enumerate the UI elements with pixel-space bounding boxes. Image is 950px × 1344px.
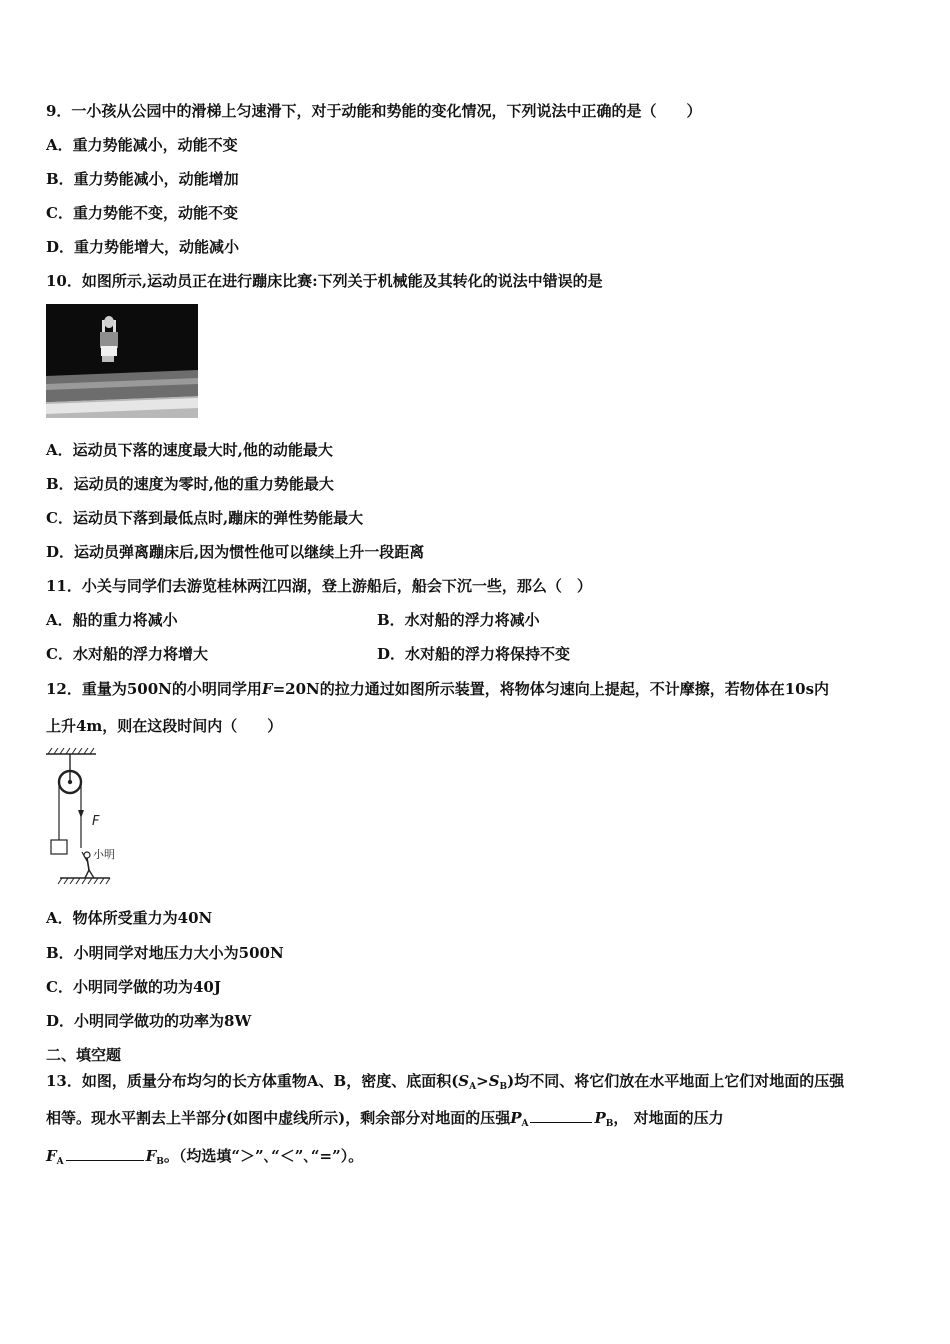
q11-option-c: C．水对船的浮力将增大	[46, 645, 208, 663]
q10-option-b: B．运动员的速度为零时,他的重力势能最大	[46, 475, 334, 493]
q11-stem: 11．小关与同学们去游览桂林两江四湖，登上游船后，船会下沉一些，那么（ ）	[46, 577, 592, 595]
q10-option-d: D．运动员弹离蹦床后,因为惯性他可以继续上升一段距离	[46, 543, 425, 561]
q13-line2	[46, 1108, 724, 1134]
q9-option-c: C．重力势能不变，动能不变	[46, 204, 238, 222]
q13-f-symbol: F	[46, 1147, 57, 1165]
q12-option-c: C．小明同学做的功为40J	[46, 978, 221, 996]
q13-sub-a: A	[469, 1082, 477, 1092]
q11-option-b: B．水对船的浮力将减小	[377, 611, 540, 629]
person-label: 小明	[93, 848, 115, 861]
q9-stem: 9．一小孩从公园中的滑梯上匀速滑下，对于动能和势能的变化情况，下列说法中正确的是（ ）	[46, 102, 702, 120]
q13-line1-text-b: )均不同、将它们放在水平地面上它们对地面的压强	[507, 1072, 845, 1090]
q13-p-symbol: P	[510, 1109, 522, 1127]
force-label: F	[92, 814, 100, 829]
q12-option-d: D．小明同学做功的功率为8W	[46, 1012, 252, 1030]
q13-blank-pressure[interactable]	[530, 1108, 592, 1123]
section-title-fill-in: 二、填空题	[46, 1046, 122, 1064]
q10-option-c: C．运动员下落到最低点时,蹦床的弹性势能最大	[46, 509, 364, 527]
q13-f-symbol-2: F	[145, 1147, 157, 1165]
q13-line3	[46, 1146, 363, 1172]
q13-blank-force[interactable]	[66, 1146, 144, 1161]
q12-stem-line1	[46, 679, 829, 699]
q13-s-symbol: S	[458, 1072, 470, 1090]
q12-force-symbol: F	[261, 680, 273, 698]
q13-line2-text-a: 相等。现水平割去上半部分(如图中虚线所示)，剩余部分对地面的压强	[46, 1109, 511, 1127]
q12-stem-part1: 12．重量为500N的小明同学用	[46, 680, 262, 698]
q13-f-sub-b: B	[156, 1157, 164, 1167]
trampoline-photo	[46, 304, 198, 418]
q13-line3-tail: 。（均选填“＞”､“＜”､“=”）。	[163, 1147, 364, 1165]
q13-s-symbol-2: S	[488, 1072, 500, 1090]
q10-option-a: A．运动员下落的速度最大时,他的动能最大	[46, 441, 333, 459]
q13-line2-text-b: ， 对地面的压力	[613, 1109, 724, 1127]
q9-option-b: B．重力势能减小，动能增加	[46, 170, 239, 188]
q11-option-d: D．水对船的浮力将保持不变	[377, 645, 571, 663]
q13-f-sub-a: A	[56, 1157, 64, 1167]
pulley-diagram	[40, 744, 140, 894]
q13-line1-text-a: 13．如图，质量分布均匀的长方体重物A、B，密度、底面积(	[46, 1072, 459, 1090]
q12-stem-part2: =20N的拉力通过如图所示装置，将物体匀速向上提起，不计摩擦，若物体在10s内	[272, 680, 830, 698]
hanging-block	[51, 840, 67, 854]
q11-option-a: A．船的重力将减小	[46, 611, 178, 629]
q13-p-sub-b: B	[605, 1119, 614, 1129]
q13-sub-b: B	[499, 1082, 508, 1092]
q13-gt: >	[476, 1072, 489, 1090]
q12-option-b: B．小明同学对地压力大小为500N	[46, 944, 284, 962]
q13-p-symbol-2: P	[594, 1109, 606, 1127]
q13-p-sub-a: A	[521, 1119, 529, 1129]
q13-line1	[46, 1071, 844, 1097]
force-arrow	[78, 810, 84, 818]
q9-option-d: D．重力势能增大，动能减小	[46, 238, 240, 256]
q12-stem-line2: 上升4m，则在这段时间内（ ）	[46, 717, 283, 735]
q9-option-a: A．重力势能减小，动能不变	[46, 136, 238, 154]
q12-option-a: A．物体所受重力为40N	[46, 909, 213, 927]
q10-stem: 10．如图所示,运动员正在进行蹦床比赛:下列关于机械能及其转化的说法中错误的是	[46, 272, 603, 290]
